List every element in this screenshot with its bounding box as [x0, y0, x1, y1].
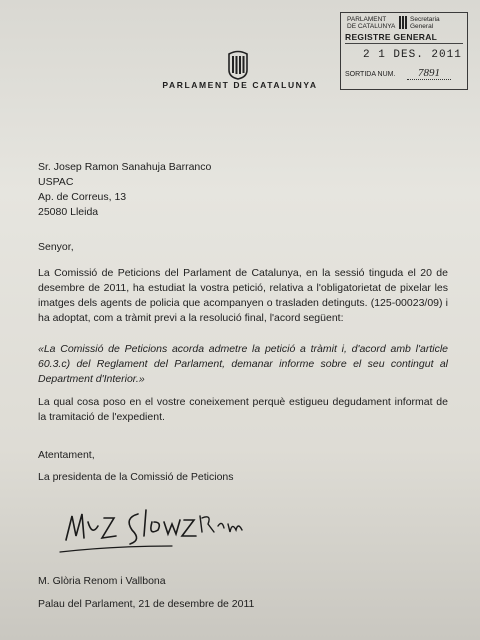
stamp-out-number: 7891	[407, 67, 451, 80]
paragraph-2: La qual cosa poso en el vostre coneixement perquè estigueu degudament informat de la tramitació de l'expedient.	[38, 396, 448, 423]
recipient-org: USPAC	[38, 176, 74, 188]
paragraph-1: La Comissió de Peticions del Parlament de Catalunya, en la sessió tinguda el 20 de desembre de 2011, ha estudiat la vostra petició, relativa a l'obligatorietat de pixelar les imatges dels agents de policia que acompanyen o trasladen detinguts. (125-00023/09) i ha adoptat, com a tràmit previ a la resolució final, l'acord següent:	[38, 267, 448, 324]
organization-name: PARLAMENT DE CATALUNYA	[162, 80, 318, 90]
closing: Atentament,	[38, 449, 95, 461]
recipient-name: Sr. Josep Ramon Sanahuja Barranco	[38, 161, 212, 173]
stamp-right-line: General	[410, 23, 434, 30]
handwritten-signature	[52, 496, 252, 558]
stamp-emblem-icon	[399, 16, 407, 29]
registry-stamp	[340, 12, 468, 90]
recipient-pobox: Ap. de Correus, 13	[38, 191, 127, 203]
stamp-left-text	[347, 16, 397, 30]
recipient-address	[38, 160, 211, 220]
parliament-logo-icon	[227, 50, 249, 80]
signatory-role: La presidenta de la Comissió de Peticions	[38, 471, 234, 483]
salutation: Senyor,	[38, 241, 74, 253]
stamp-left-line: PARLAMENT	[347, 16, 387, 23]
stamp-right-line: Secretaria	[410, 16, 440, 23]
place-date: Palau del Parlament, 21 de desembre de 2011	[38, 598, 255, 610]
quoted-agreement: «La Comissió de Peticions acorda admetre la petició a tràmit i, d'acord amb l'article 60.3.c) del Reglament del Parlament, demanar informe sobre el seu contingut al Department d'Interior.»	[38, 343, 448, 385]
stamp-out-label: SORTIDA NUM.	[345, 71, 396, 78]
stamp-right-text	[410, 16, 466, 30]
signatory-name: M. Glòria Renom i Vallbona	[38, 575, 166, 587]
stamp-date: 2 1 DES. 2011	[363, 49, 462, 61]
stamp-left-line: DE CATALUNYA	[347, 23, 396, 30]
recipient-city: 25080 Lleida	[38, 206, 99, 218]
stamp-title: REGISTRE GENERAL	[345, 32, 463, 44]
